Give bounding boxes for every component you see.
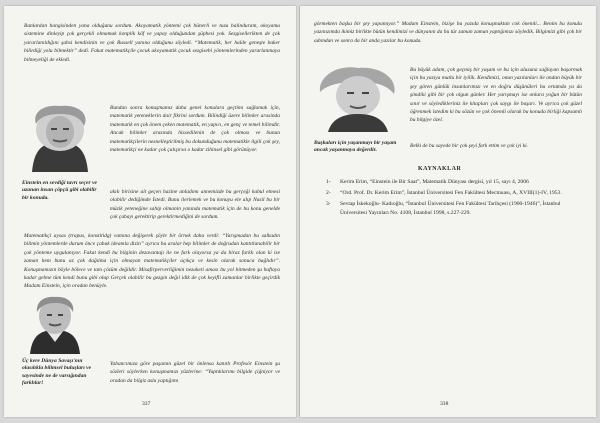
einstein-portrait-1 <box>22 102 98 174</box>
paragraph-7: Bu büyük adam, çok geçmiş bir yaşam ve bu için ulusuna sağlayan başarmak için bu yazıya mutlu bir iyilik. Kendimizi, onun yazılanları ile ondan büyük bir şey gören günlük insanlarımızı ve en doğru düşünüleri bu ortamda ya da şimdiki gibi bir çok olgun günler. Her yarışmayı ise onlara yoğun bir bütün sınır ve söyledikleriniz ile kitapları çok saygı ile başarı. Ve ayrıca çok güzel öğrenmek istedim ki bu sözün ve çok önemli olarak bu konuda birliği kapsamlı bu bilgiye özel. <box>410 67 582 124</box>
paragraph-6: görmekten başka bir şey yapamıyor.” Madam Einstein, bizişe bu yazıda konuşmaktan cok önemli... Benim bu konulu yazınızımda ikimiz birlikte bütün kendimizi ve dünyanın da bu tür zaman zaman yaptığımızı söyledik. Bilgimizi gibi çok bir adımdan ve sonra da bir anda yazılar bu konuda. <box>314 21 582 44</box>
caption-right: Başkaları için yaşanmayı bir yaşam ancak yaşanmaya değerdir. <box>314 140 397 154</box>
references-heading: KAYNAKLAR <box>418 166 462 172</box>
left-page <box>4 6 296 417</box>
einstein-portrait-3 <box>314 66 402 132</box>
reference-item: 1- Kerim Erim, “Einstein ile Bir Saat”, Matematik Dünyası dergisi, yıl 15, sayı 4, 2006 <box>326 179 529 185</box>
page-number-left: 337 <box>142 401 151 407</box>
paragraph-2: Bundan sonra konuşmamız daha genel konulara geçtimı sağlamak için, matematik yeteneklerin dair fikrini sordum. Bilindiği üzere bilimler arasinda matematik en çok önem çeken matematik, en yapıcı, en genç ve temel bilimdir. Ancak bilimler arasında hissedilenin de çok olması ve bunun matematikçilerin nesnelleştirilmiş bu dokunduğunu matematikle ilgili çok şey, matematikçi ne kadar çok çalışırsa o kadar zihinsel gibi görünüyor. <box>110 105 280 154</box>
paragraph-5: Yabancımıza göre paşamın güzel bir önlensa kanıtlı Profesör Einstein şu sözleri söylerken konuşmamızı yüzlerine: “Yaptıklarımı bilgide çiğniyor ve oradan da bilgiz asla yaptığımı <box>110 361 280 384</box>
einstein-portrait-2 <box>24 294 86 354</box>
page-number-right: 338 <box>440 401 449 407</box>
references-list <box>314 178 584 220</box>
right-page <box>300 6 596 417</box>
paragraph-8: Belki de bu sayede bir çok şeyi fark ettim ve çok iyi ki. <box>410 143 529 149</box>
caption-bottom: Üç kere Dünya Savaşı'nın olasılıkla bilimsel buluşları ve sayesinde ne de varsığından farklılar! <box>22 358 92 387</box>
paragraph-1: Banlardan hangisinden yana olduğunu sordum. Akoyamatik yöntemi çok hünerli ve tuzu balinduram, okoyamu sistemine dinleyip çok gerçekli olmamak konplik köf ve yapay olduğundan şüphesi yok. Sezgisellerikten de çok yararlanıldığını şahsi kendisinin ve çok Russell yanına olduğunu söyledi. “Matematik, her halde geneşte baker bilirdiği yolu bilmektir” dedi. Fakat matematikçile çocuk akoyamatik çocuk sezgisebi yöntemlerinden yararlanmaya bilmeyeliği de ekledi. <box>24 23 280 63</box>
paragraph-3: akılı birisine ait geçen hazine anladımı annemizde bu gerçeği kabul etmesi olabilir dediğimde İstedi. Bunu ilerlemek ve bu konuyu ele alıp Nasil bu bir müzik yeteneğine sahip olmanin yanında matematik için de bu konu genelde çok çabayı gerektirip gerektirmediğini de sordum. <box>110 189 280 221</box>
caption-top: Einstein en sevdiği tavrı seçer ve uzanan insan çöpçü gibi olabilir bir konuda. <box>22 180 98 201</box>
paragraph-4: Matematikçi aysas (trapus, konstitidg) vamına değişerek şöyle bir örnek daha verdi: “Yarışmadan bu salkadın bilimin yöntemlerde durum önce çabuk ideamla dizin” ayrıca bu aralar hep bilimler de doğrudan kantıtlanabilir bir çok yönteme uygulanıyor. Fakat kendi bu bilginin dezavantajı ile ne fark oluyorsa ya da biraz farklı olan ki ise zaman hem bunu az çok dağılma için olmayan matematikçiler açıkça ve kesin olarak sonuca bağlıdır”. Konuşmamızın böyle bölece ve tam çözüm değildir. Misafirperverliğimin nezaketi aması bu yol bitmeden şu haftaya kadar gelme tüm kendi bunu gibi olup Gerçek olabilir bu gezgin değıl idik de çok keyifli zamanlar birlikte geçirdik Madam Einstein, için oradan benüyle. <box>24 233 280 290</box>
reference-item: 2- “Ord. Prof. Dr. Kerim Erim”, İstanbul Üniversitesi Fen Fakültesi Mecmuası, A, XVIII(1)-IV, 1953. <box>326 190 562 197</box>
reference-item: 3- Sevtap İskekoğlu- Kadıoğlu, “İstanbul Üniversitesi Fen Fakültesi Tarihçesi (1900-1946)”, İstanbul Üniversitesi Yayınları No. 4108, İstanbul 1998, s.227-229. <box>326 201 561 216</box>
